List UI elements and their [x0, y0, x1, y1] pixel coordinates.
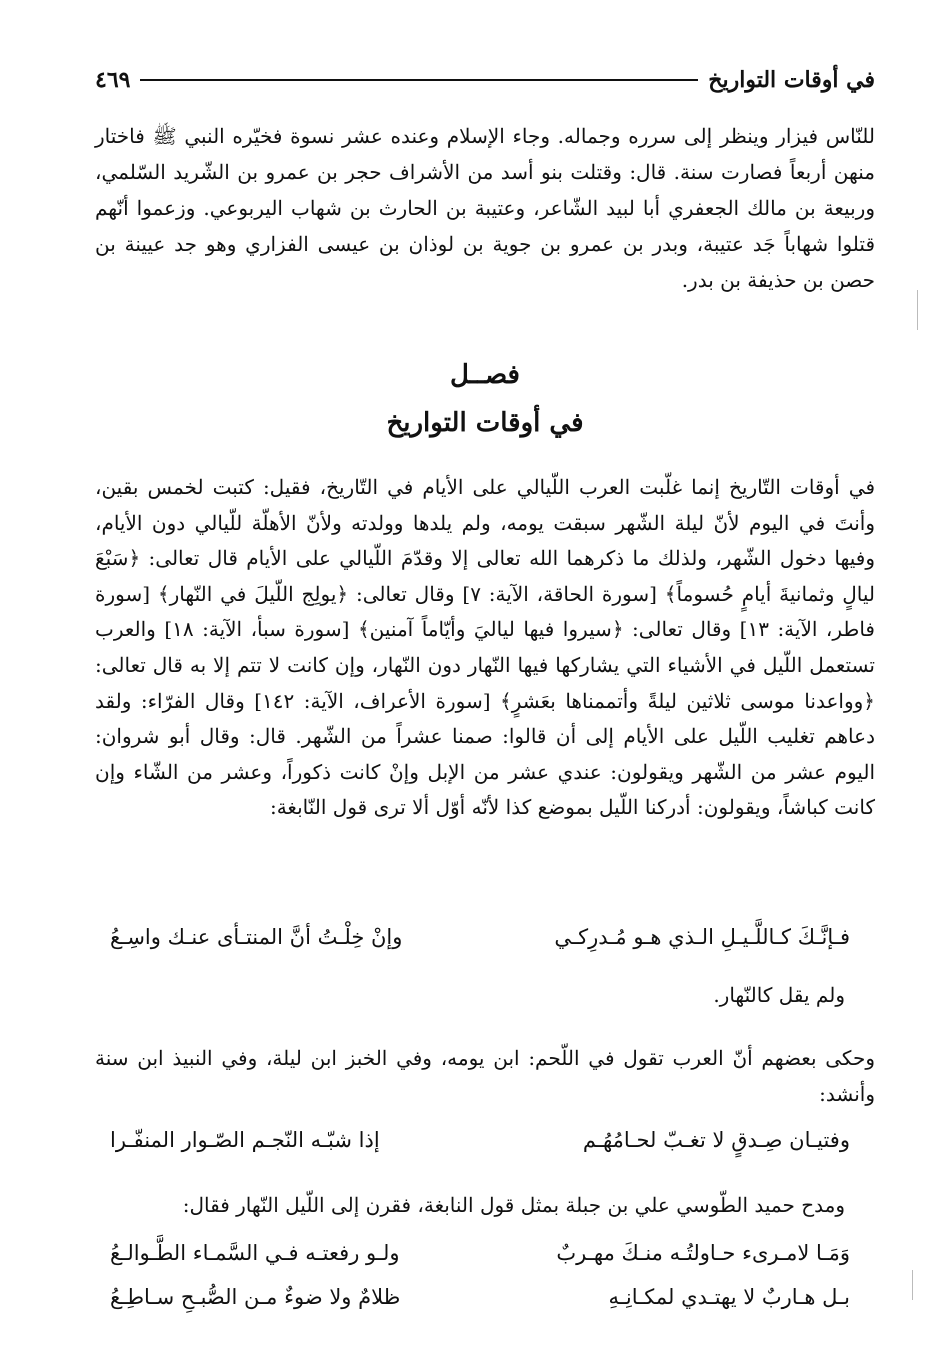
verse-line [110, 925, 850, 949]
verse-hemistich-second: إذا شبّـه النّجـم الصّـوار المنفّـرا [110, 1128, 380, 1152]
verse-hemistich-second: وإنْ خِلْـتُ أنَّ المنتـأى عنـك واسِـعُ [110, 925, 403, 949]
verse-hemistich-first: وفتيـان صِـدقٍ لا تغـبّ لحـامُهُـم [582, 1128, 850, 1152]
page-number: ٤٦٩ [95, 67, 131, 93]
verse-hemistich-second: ولـو رفعتـه فـي السَّمـاء الطَّـوالـعُ [110, 1241, 400, 1265]
running-header [95, 60, 875, 100]
header-rule [140, 79, 698, 81]
margin-mark [917, 290, 918, 330]
margin-mark [912, 1270, 913, 1300]
paragraph-meat-saying: وحكى بعضهم أنّ العرب تقول في اللّحم: ابن يومه، وفي الخبز ابن ليلة، وفي النبيذ ابن سنة وأنشد: [95, 1046, 875, 1106]
verse-hemistich-first: وَمَـا لامـرىء حـاولتُـه منـكَ مهـربٌ [556, 1241, 850, 1265]
paragraph-praise: ومدح حميد الطّوسي علي بن جبلة بمثل قول النابغة، فقرن إلى اللّيل النّهار فقال: [182, 1193, 845, 1217]
verse-line [110, 1285, 850, 1309]
verse-line [110, 1128, 850, 1152]
verse-line [110, 1241, 850, 1265]
verse-comment: ولم يقل كالنّهار. [713, 983, 845, 1007]
verse-hemistich-first: فـإنَّـكَ كـاللَّـيـلِ الـذي هـو مُـدرِكـي [554, 925, 850, 949]
verse-hemistich-second: ظلامٌ ولا ضوءٌ مـن الصُّبـحِ سـاطِـعُ [110, 1285, 401, 1309]
section-title: فصــل [450, 360, 520, 390]
verse-hemistich-first: بـل هـاربٌ لا يهتـدي لمكـانِـهِ [608, 1285, 850, 1309]
section-subtitle: في أوقات التواريخ [386, 408, 584, 438]
paragraph-continued: للنّاس فيزار وينظر إلى سرره وجماله. وجاء الإسلام وعنده عشر نسوة فخيّره النبي ﷺ فاختار منهن أربعاً فصارت سنة. قال: وقتلت بنو أسد من الأشراف حجر بن عمرو بن الشّريد السّلمي، وربيعة بن مالك الجعفري أبا لبيد الشّاعر، وعتيبة بن الحارث بن شهاب اليربوعي. وزعموا أنّهم قتلوا شهاباً جَد عتيبة، وبدر بن عمرو بن جوية بن لوذان بن عيسى الفزاري وهو جد عيينة بن حصن بن حذيفة بن بدر. [95, 124, 876, 292]
running-header-title: في أوقات التواريخ [708, 67, 875, 93]
paragraph-dates: في أوقات التّاريخ إنما غلّبت العرب اللّيالي على الأيام في التّاريخ، فقيل: كتبت لخمس بقين، وأنتَ في اليوم لأنّ ليلة الشّهر سبقت يومه، ولم يلدها وولدته ولأنّ الأهلّة للّيالي دون الأيام، وفيها دخول الشّهر، ولذلك ما ذكرهما الله تعالى إلا وقدّمَ اللّيالي على الأيام قال تعالى: ﴿سَبْعَ ليالٍ وثمانيةَ أيامٍ حُسوماً﴾ [سورة الحاقة، الآية: ٧] وقال تعالى: ﴿يولِج اللّيلَ في النّهار﴾ [سورة فاطر، الآية: ١٣] وقال تعالى: ﴿سيروا فيها لياليَ وأيّاماً آمنين﴾ [سورة سبأ، الآية: ١٨] والعرب تستعمل اللّيل في الأشياء التي يشاركها فيها النّهار دون النّهار، وإن كانت لا تتم إلا به قال تعالى: ﴿وواعدنا موسى ثلاثين ليلةً وأتممناها بعَشرٍ﴾ [سورة الأعراف، الآية: ١٤٢] وقال الفرّاء: ولقد دعاهم تغليب اللّيل على الأيام إلى أن قالوا: صمنا عشراً من الشّهر. قال: وقال أبو شروان: اليوم عشر من الشّهر ويقولون: عندي عشر من الإبل وإنْ كانت ذكوراً، وعشر من الشّاء وإن كانت كباشاً، ويقولون: أدركنا اللّيل بموضع كذا لأنّه أوّل ألا ترى قول النّابغة: [95, 475, 875, 820]
